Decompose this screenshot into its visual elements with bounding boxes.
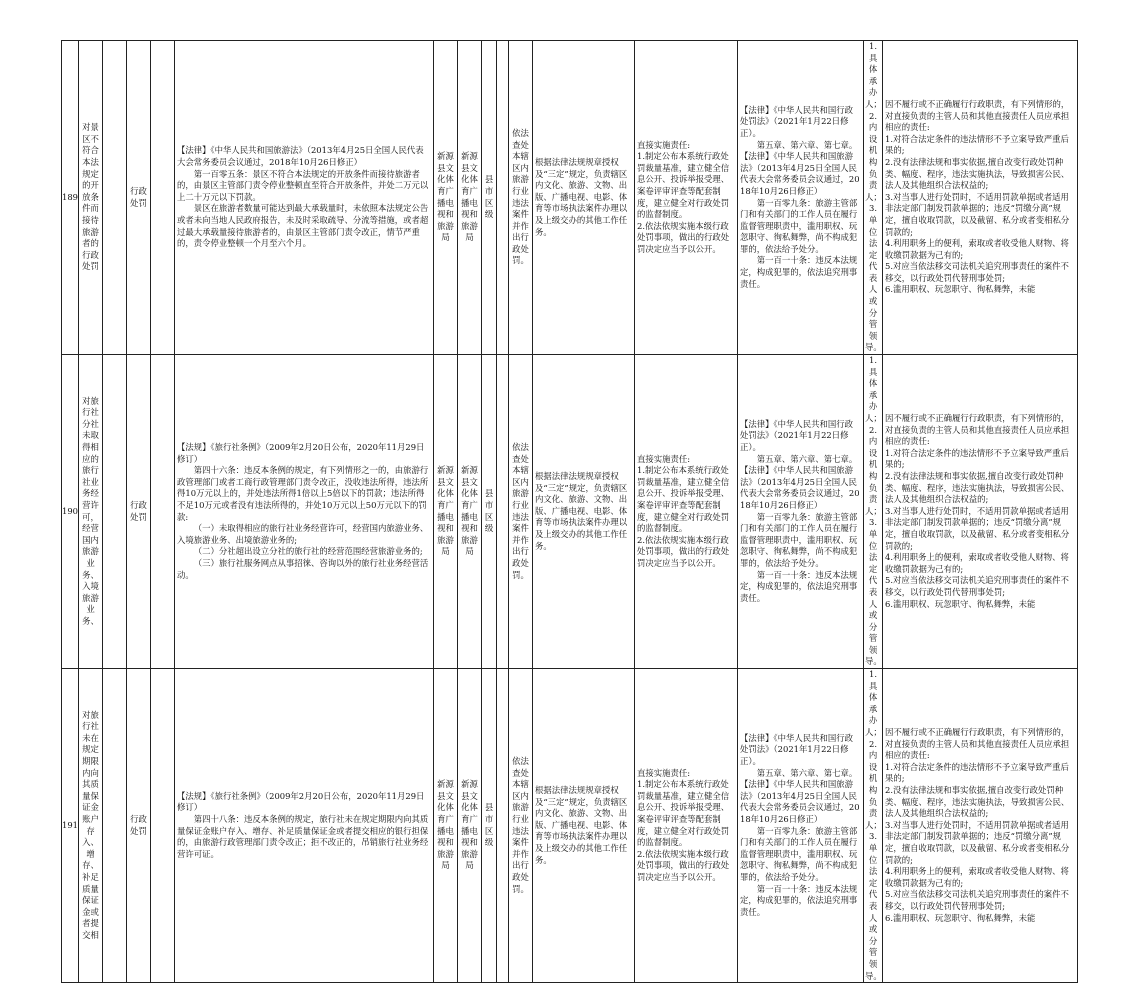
basis-paragraph: 景区在旅游者数量可能达到最大承载量时，未依照本法规定公告或者未向当地人民政府报告，未及时采取疏导、分流等措施，或者超过最大承载量接待旅游者的，由景区主管部门责令改正，情节严重的，责令停业整顿一个月至六个月。 [177, 203, 429, 249]
acc-law-article: 第一百一十条：违反本法规定，构成犯罪的，依法追究刑事责任。 [740, 883, 858, 917]
basis-paragraph: 第四十八条：违反本条例的规定，旅行社未在规定期限内向其质量保证金账户存入、增存、补足质量保证金或者提交相应的银行担保的，由旅游行政管理部门责令改正；拒不改正的，吊销旅行社业务经营许可证。 [177, 813, 429, 859]
legal-basis [175, 669, 434, 983]
level: 县市区级 [482, 355, 497, 669]
empty-cell [151, 41, 175, 355]
acc-law-article: 第一百一十条：违反本法规定，构成犯罪的，依法追究刑事责任。 [740, 569, 858, 603]
responsible-subject: 1.具体承办人；2.内设机构负责人；3.单位法定代表人或分管领导。 [864, 669, 883, 983]
acc-law-article: 第一百一十条：违反本法规定，构成犯罪的，依法追究刑事责任。 [740, 255, 858, 289]
item-name: 对旅行社分社未取得相应的旅行社业务经营许可，经营国内旅游业务、入境旅游业务、 [79, 355, 103, 669]
responsible-org: 新源县文化体育广播电视和旅游局 [458, 355, 482, 669]
responsibility: 直接实施责任: 1.制定公布本系统行政处罚裁量基准，建立健全信息公开、投诉举报受理、案卷评审评查等配套制度，建立健全对行政处罚的监督制度。 2.依法依规实施本级行政处罚事项，做出的行政处罚决定应当予以公开。 [635, 41, 738, 355]
scope: 依法查处本辖区内旅游行业违法案件并作出行政处罚。 [509, 669, 533, 983]
acc-law-title: 【法律】《中华人民共和国旅游法》（2013年4月25日全国人民代表大会常务委员会议通过，2018年10月26日修正） [740, 779, 860, 824]
basis-law-title: 【法规】《旅行社条例》（2009年2月20日公布，2020年11月29日修订） [177, 790, 425, 813]
implementing-org: 新源县文化体育广播电视和旅游局 [434, 355, 458, 669]
acc-law-article: 第一百零九条：旅游主管部门和有关部门的工作人员在履行监督管理职责中，滥用职权、玩忽职守、徇私舞弊，尚不构成犯罪的，依法给予处分。 [740, 511, 858, 568]
row-number: 190 [62, 355, 79, 669]
table-row [62, 41, 1078, 355]
table-row [62, 669, 1078, 983]
empty-cell [151, 669, 175, 983]
acc-law-chapters: 第五章、第六章、第七章。 [756, 453, 858, 464]
item-category: 行政处罚 [127, 355, 151, 669]
responsible-org: 新源县文化体育广播电视和旅游局 [458, 669, 482, 983]
responsible-subject: 1.具体承办人；2.内设机构负责人；3.单位法定代表人或分管领导。 [864, 355, 883, 669]
acc-law-title: 【法律】《中华人民共和国行政处罚法》（2021年1月22日修正）。 [740, 104, 854, 138]
table-row [62, 355, 1078, 669]
implementing-org: 新源县文化体育广播电视和旅游局 [434, 41, 458, 355]
acc-law-title: 【法律】《中华人民共和国行政处罚法》（2021年1月22日修正）。 [740, 418, 854, 452]
liability-cases: 因不履行或不正确履行行政职责，有下列情形的，对直接负责的主管人员和其他直接责任人员应承担相应的责任: 1.对符合法定条件的违法情形不予立案导致严重后果的; 2.没有法律法规和事实依据,擅自改变行政处罚种类、幅度、程序，违法实施执法，导致损害公民、法人及其他组织合法权益的; 3.对当事人进行处罚时，不适用罚款单据或者适用非法定部门制发罚款单据的；违反“罚缴分离”规定，擅自收取罚款，以及截留、私分或者变相私分罚款的; 4.利用职务上的便利，索取或者收受他人财物、将收缴罚款据为己有的; 5.对应当依法移交司法机关追究刑事责任的案件不移交，以行政处罚代替刑事处罚; 6.滥用职权、玩忽职守、徇私舞弊，未能 [883, 669, 1078, 983]
item-name: 对景区不符合本法规定的开放条件而接待旅游者的行政处罚 [79, 41, 103, 355]
acc-law-article: 第一百零九条：旅游主管部门和有关部门的工作人员在履行监督管理职责中，滥用职权、玩忽职守、徇私舞弊，尚不构成犯罪的，依法给予处分。 [740, 197, 858, 254]
acc-law-title: 【法律】《中华人民共和国行政处罚法》（2021年1月22日修正）。 [740, 732, 854, 767]
acc-law-title: 【法律】《中华人民共和国旅游法》（2013年4月25日全国人民代表大会常务委员会议通过，2018年10月26日修正） [740, 465, 860, 510]
responsibility: 直接实施责任: 1.制定公布本系统行政处罚裁量基准，建立健全信息公开、投诉举报受理、案卷评审评查等配套制度，建立健全对行政处罚的监督制度。 2.依法依规实施本级行政处罚事项，做出的行政处罚决定应当予以公开。 [635, 669, 738, 983]
acc-law-chapters: 第五章、第六章、第七章。 [756, 139, 858, 150]
empty-cell [103, 41, 127, 355]
responsible-org: 新源县文化体育广播电视和旅游局 [458, 41, 482, 355]
acc-law-article: 第一百零九条：旅游主管部门和有关部门的工作人员在履行监督管理职责中，滥用职权、玩忽职守、徇私舞弊，尚不构成犯罪的，依法给予处分。 [740, 825, 858, 882]
level: 县市区级 [482, 669, 497, 983]
empty-cell [497, 41, 509, 355]
basis-paragraph: 第一百零五条：景区不符合本法规定的开放条件而接待旅游者的，由景区主管部门责令停业整顿直至符合开放条件，并处二万元以上二十万元以下罚款。 [177, 168, 429, 202]
scope: 依法查处本辖区内旅游行业违法案件并作出行政处罚。 [509, 355, 533, 669]
power-list-table [61, 40, 1078, 983]
accountability-basis [738, 669, 864, 983]
liability-cases: 因不履行或不正确履行行政职责，有下列情形的，对直接负责的主管人员和其他直接责任人员应承担相应的责任: 1.对符合法定条件的违法情形不予立案导致严重后果的; 2.没有法律法规和事实依据,擅自改变行政处罚种类、幅度、程序，违法实施执法，导致损害公民、法人及其他组织合法权益的; 3.对当事人进行处罚时，不适用罚款单据或者适用非法定部门制发罚款单据的；违反“罚缴分离”规定，擅自收取罚款，以及截留、私分或者变相私分罚款的; 4.利用职务上的便利，索取或者收受他人财物、将收缴罚款据为己有的; 5.对应当依法移交司法机关追究刑事责任的案件不移交，以行政处罚代替刑事处罚; 6.滥用职权、玩忽职守、徇私舞弊，未能 [883, 41, 1078, 355]
liability-cases: 因不履行或不正确履行行政职责，有下列情形的，对直接负责的主管人员和其他直接责任人员应承担相应的责任: 1.对符合法定条件的违法情形不予立案导致严重后果的; 2.没有法律法规和事实依据,擅自改变行政处罚种类、幅度、程序，违法实施执法，导致损害公民、法人及其他组织合法权益的; 3.对当事人进行处罚时，不适用罚款单据或者适用非法定部门制发罚款单据的；违反“罚缴分离”规定，擅自收取罚款，以及截留、私分或者变相私分罚款的; 4.利用职务上的便利，索取或者收受他人财物、将收缴罚款据为己有的; 5.对应当依法移交司法机关追究刑事责任的案件不移交，以行政处罚代替刑事处罚; 6.滥用职权、玩忽职守、徇私舞弊，未能 [883, 355, 1078, 669]
item-category: 行政处罚 [127, 41, 151, 355]
empty-cell [497, 355, 509, 669]
basis-law-title: 【法规】《旅行社条例》（2009年2月20日公布，2020年11月29日修订） [177, 441, 425, 464]
empty-cell [103, 669, 127, 983]
basis-paragraph: （三）旅行社服务网点从事招徕、咨询以外的旅行社业务经营活动。 [177, 557, 429, 580]
row-number: 191 [62, 669, 79, 983]
empty-cell [103, 355, 127, 669]
accountability-basis [738, 41, 864, 355]
accountability-basis [738, 355, 864, 669]
duty-basis: 根据法律法规规章授权及“三定”规定，负责辖区内文化、旅游、文物、出版、广播电视、电影、体育等市场执法案件办理以及上级交办的其他工作任务。 [533, 669, 635, 983]
empty-cell [497, 669, 509, 983]
empty-cell [151, 355, 175, 669]
basis-paragraph: （二）分社超出设立分社的旅行社的经营范围经营旅游业务的; [193, 546, 423, 557]
item-category: 行政处罚 [127, 669, 151, 983]
level: 县市区级 [482, 41, 497, 355]
duty-basis: 根据法律法规规章授权及“三定”规定，负责辖区内文化、旅游、文物、出版、广播电视、电影、体育等市场执法案件办理以及上级交办的其他工作任务。 [533, 41, 635, 355]
responsibility: 直接实施责任: 1.制定公布本系统行政处罚裁量基准，建立健全信息公开、投诉举报受理、案卷评审评查等配套制度，建立健全对行政处罚的监督制度。 2.依法依规实施本级行政处罚事项，做出的行政处罚决定应当予以公开。 [635, 355, 738, 669]
basis-law-title: 【法律】《中华人民共和国旅游法》（2013年4月25日全国人民代表大会常务委员会议通过，2018年10月26日修正） [177, 145, 424, 167]
acc-law-title: 【法律】《中华人民共和国旅游法》（2013年4月25日全国人民代表大会常务委员会议通过，2018年10月26日修正） [740, 151, 860, 196]
scope: 依法查处本辖区内旅游行业违法案件并作出行政处罚。 [509, 41, 533, 355]
implementing-org: 新源县文化体育广播电视和旅游局 [434, 669, 458, 983]
responsible-subject: 1.具体承办人；2.内设机构负责人；3.单位法定代表人或分管领导。 [864, 41, 883, 355]
item-name: 对旅行社未在规定期限内向其质量保证金账户存入、增存、补足质量保证金或者提交相 [79, 669, 103, 983]
basis-paragraph: 第四十六条：违反本条例的规定，有下列情形之一的，由旅游行政管理部门或者工商行政管理部门责令改正，没收违法所得，违法所得10万元以上的，并处违法所得1倍以上5倍以下的罚款；违法所得不足10万元或者没有违法所得的，并处10万元以上50万元以下的罚款: [177, 465, 429, 522]
basis-paragraph: （一）未取得相应的旅行社业务经营许可，经营国内旅游业务、入境旅游业务、出境旅游业务的; [177, 523, 429, 545]
row-number: 189 [62, 41, 79, 355]
legal-basis [175, 41, 434, 355]
duty-basis: 根据法律法规规章授权及“三定”规定，负责辖区内文化、旅游、文物、出版、广播电视、电影、体育等市场执法案件办理以及上级交办的其他工作任务。 [533, 355, 635, 669]
acc-law-chapters: 第五章、第六章、第七章。 [756, 767, 858, 778]
legal-basis [175, 355, 434, 669]
